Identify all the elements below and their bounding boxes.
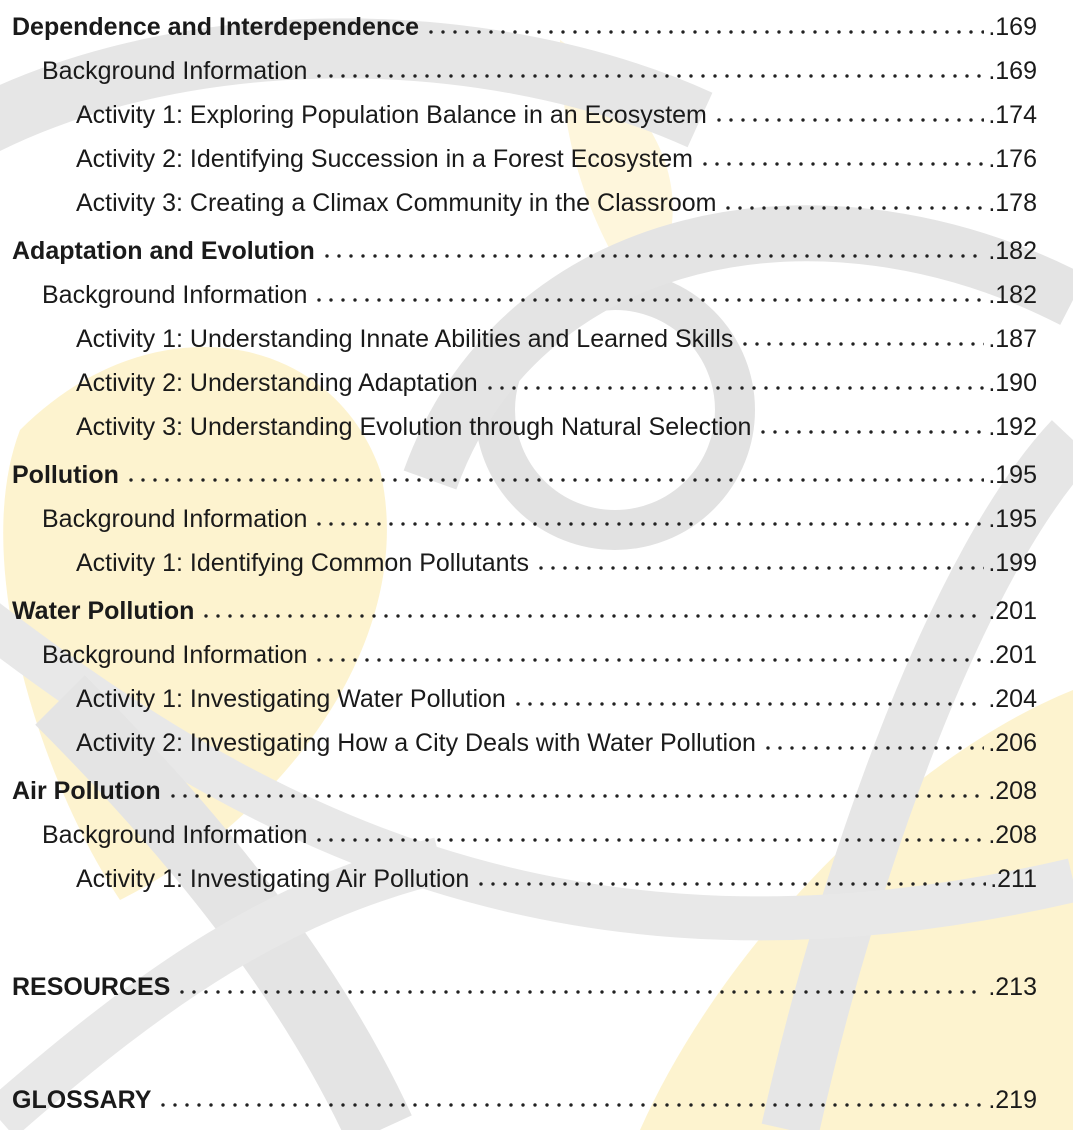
toc-subsection-background[interactable] (42, 630, 1037, 670)
toc-activity-title: Activity 1: Investigating Water Pollution (76, 685, 506, 713)
toc-activity[interactable] (76, 538, 1037, 578)
toc-page-number: .208 (988, 777, 1037, 805)
toc-page-number: .201 (988, 641, 1037, 669)
toc-subsection-background[interactable] (42, 46, 1037, 86)
dot-leader (313, 74, 984, 78)
dot-leader (699, 162, 984, 166)
toc-page-number: .190 (988, 369, 1037, 397)
toc-activity-title: Activity 2: Investigating How a City Deals with Water Pollution (76, 729, 756, 757)
toc-activity[interactable] (76, 90, 1037, 130)
toc-resources-title: RESOURCES (12, 973, 171, 1001)
toc-page-number: .201 (988, 597, 1037, 625)
dot-leader (739, 342, 984, 346)
toc-page-number: .219 (988, 1086, 1037, 1114)
toc-subsection-title: Background Information (42, 505, 308, 533)
toc-page-number: .174 (988, 101, 1037, 129)
dot-leader (125, 478, 984, 482)
toc-page-number: .213 (988, 973, 1037, 1001)
toc-section-title: Dependence and Interdependence (12, 13, 420, 41)
toc-activity-title: Activity 1: Investigating Air Pollution (76, 865, 470, 893)
toc-glossary[interactable] (12, 1075, 1037, 1115)
toc-section-pollution[interactable] (12, 450, 1037, 490)
toc-activity-title: Activity 1: Identifying Common Pollutants (76, 549, 529, 577)
toc-page-number: .192 (988, 413, 1037, 441)
toc-page-number: .178 (988, 189, 1037, 217)
toc-subsection-title: Background Information (42, 57, 308, 85)
toc-page-number: .199 (988, 549, 1037, 577)
dot-leader (762, 746, 984, 750)
toc-page-number: .169 (988, 13, 1037, 41)
dot-leader (535, 566, 984, 570)
toc-section-title: Pollution (12, 461, 119, 489)
toc-activity[interactable] (76, 358, 1037, 398)
toc-activity[interactable] (76, 718, 1037, 758)
dot-leader (313, 838, 984, 842)
dot-leader (313, 522, 984, 526)
toc-activity[interactable] (76, 674, 1037, 714)
toc-activity-title: Activity 1: Understanding Innate Abilities and Learned Skills (76, 325, 734, 353)
toc-page-number: .195 (988, 461, 1037, 489)
toc-glossary-title: GLOSSARY (12, 1086, 152, 1114)
dot-leader (757, 430, 984, 434)
toc-subsection-title: Background Information (42, 641, 308, 669)
toc-activity[interactable] (76, 854, 1037, 894)
dot-leader (313, 298, 984, 302)
dot-leader (475, 882, 986, 886)
toc-page-number: .206 (988, 729, 1037, 757)
dot-leader (321, 254, 985, 258)
dot-leader (176, 990, 984, 994)
toc-subsection-title: Background Information (42, 821, 308, 849)
dot-leader (200, 614, 984, 618)
toc-activity[interactable] (76, 178, 1037, 218)
toc-section-water-pollution[interactable] (12, 586, 1037, 626)
toc-activity[interactable] (76, 402, 1037, 442)
toc-page-number: .208 (988, 821, 1037, 849)
toc-subsection-title: Background Information (42, 281, 308, 309)
toc-section-dependence[interactable] (12, 2, 1037, 42)
toc-page-number: .204 (988, 685, 1037, 713)
toc-page-number: .195 (988, 505, 1037, 533)
toc-activity[interactable] (76, 134, 1037, 174)
dot-leader (425, 30, 984, 34)
toc-subsection-background[interactable] (42, 270, 1037, 310)
dot-leader (512, 702, 985, 706)
toc-page-number: .182 (988, 281, 1037, 309)
toc-activity-title: Activity 3: Understanding Evolution through Natural Selection (76, 413, 752, 441)
dot-leader (713, 118, 984, 122)
toc-resources[interactable] (12, 962, 1037, 1002)
toc-page-number: .187 (988, 325, 1037, 353)
toc-activity-title: Activity 1: Exploring Population Balance in an Ecosystem (76, 101, 707, 129)
toc-activity-title: Activity 2: Understanding Adaptation (76, 369, 478, 397)
dot-leader (157, 1103, 984, 1107)
toc-page-number: .182 (988, 237, 1037, 265)
toc-subsection-background[interactable] (42, 494, 1037, 534)
toc-activity-title: Activity 2: Identifying Succession in a Forest Ecosystem (76, 145, 693, 173)
toc-section-title: Adaptation and Evolution (12, 237, 315, 265)
toc-section-title: Air Pollution (12, 777, 161, 805)
toc-section-adaptation[interactable] (12, 226, 1037, 266)
toc-section-air-pollution[interactable] (12, 766, 1037, 806)
toc-section-title: Water Pollution (12, 597, 195, 625)
dot-leader (167, 794, 985, 798)
toc-activity-title: Activity 3: Creating a Climax Community in the Classroom (76, 189, 717, 217)
dot-leader (484, 386, 985, 390)
toc-page-number: .211 (990, 865, 1037, 893)
toc-page-number: .169 (988, 57, 1037, 85)
toc-subsection-background[interactable] (42, 810, 1037, 850)
dot-leader (722, 206, 984, 210)
toc-activity[interactable] (76, 314, 1037, 354)
toc-page-number: .176 (988, 145, 1037, 173)
dot-leader (313, 658, 984, 662)
